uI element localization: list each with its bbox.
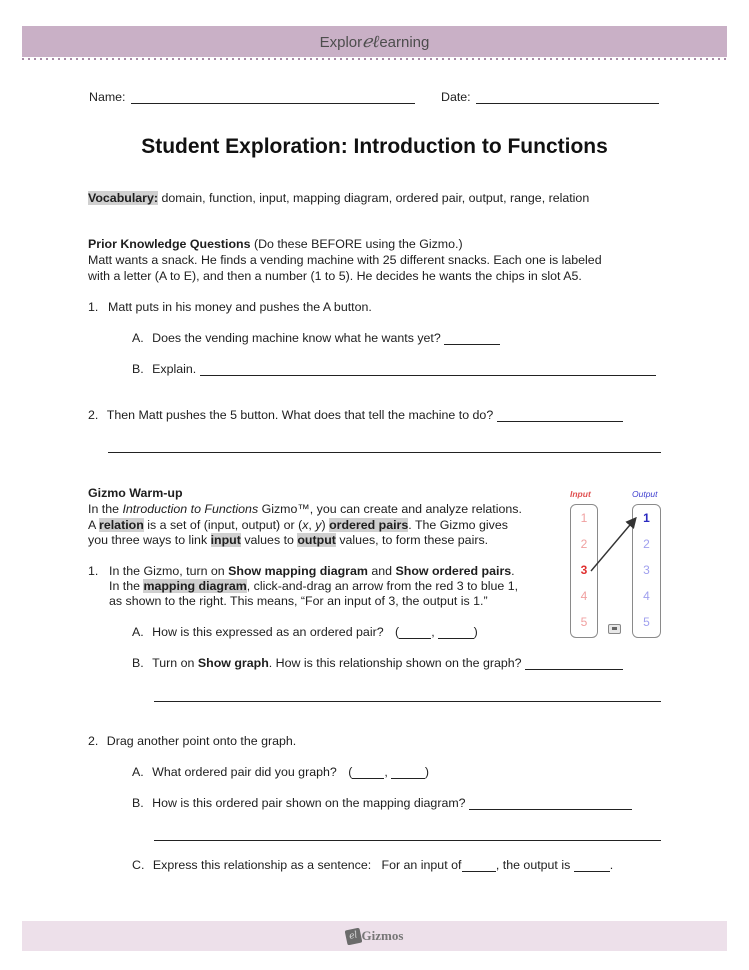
answer-line[interactable]: [108, 440, 661, 453]
term-output: output: [297, 533, 336, 547]
paren-close: ): [473, 625, 478, 639]
text: values to: [240, 533, 298, 547]
question-1: [88, 300, 372, 314]
sub-text: Explain.: [152, 362, 197, 376]
text: , click-and-drag an arrow from the red 3 to blue 1,: [246, 579, 519, 593]
text: ,: [308, 518, 316, 532]
answer-line[interactable]: [200, 363, 656, 376]
date-answer-line[interactable]: [476, 91, 659, 104]
period: .: [609, 858, 614, 872]
camera-icon[interactable]: [608, 624, 621, 634]
page-title-wrap: [0, 135, 749, 159]
x-answer-blank[interactable]: [352, 766, 384, 779]
text: .: [511, 564, 515, 578]
sub-text: What ordered pair did you graph?: [152, 765, 337, 779]
heading-note: (Do these BEFORE using the Gizmo.): [253, 237, 463, 251]
text: values, to form these pairs.: [335, 533, 489, 547]
text: Gizmo™, you can create and analyze relations.: [258, 502, 522, 516]
control-show-graph: Show graph: [197, 656, 269, 670]
sub-text: How is this expressed as an ordered pair?: [152, 625, 384, 639]
vocabulary-terms: domain, function, input, mapping diagram, ordered pair, output, range, relation: [161, 191, 590, 205]
name-answer-line[interactable]: [131, 91, 415, 104]
gizmos-wordmark: Gizmos: [361, 928, 404, 943]
warmup-paragraph-line-1: [88, 502, 522, 516]
term-relation: relation: [99, 518, 144, 532]
input-answer-blank[interactable]: [462, 859, 496, 872]
sub-label: B.: [132, 362, 144, 376]
text: In the: [109, 579, 144, 593]
warmup-heading: Gizmo Warm-up: [88, 486, 183, 500]
y-answer-blank[interactable]: [391, 766, 425, 779]
header-dotted-rule: [22, 58, 727, 60]
gizmos-logo: [0, 921, 749, 951]
answer-line[interactable]: [497, 409, 623, 422]
input-value[interactable]: 1: [580, 511, 588, 525]
term-ordered-pairs: ordered pairs: [329, 518, 409, 532]
control-show-mapping-diagram: Show mapping diagram: [228, 564, 368, 578]
output-value[interactable]: 3: [643, 563, 650, 577]
vocabulary: [88, 191, 589, 205]
input-column-label: Input: [570, 489, 591, 499]
output-column-label: Output: [632, 489, 658, 499]
warmup-q1-line-3: as shown to the right. This means, “For an input of 3, the output is 1.”: [109, 594, 488, 608]
input-value[interactable]: 4: [580, 589, 588, 603]
text: , the output is: [495, 858, 571, 872]
question-number: 1.: [88, 564, 99, 578]
x-answer-blank[interactable]: [399, 626, 431, 639]
sub-label: A.: [132, 625, 144, 639]
logo-text-prefix: Explor: [319, 34, 363, 51]
input-value[interactable]: 5: [580, 615, 588, 629]
sub-text: Does the vending machine know what he wants yet?: [152, 331, 441, 345]
prior-knowledge-heading: [88, 237, 463, 251]
answer-line[interactable]: [469, 797, 632, 810]
question-1b: [132, 362, 656, 376]
text: and: [367, 564, 396, 578]
intro-line-1: Matt wants a snack. He finds a vending machine with 25 different snacks. Each one is labeled: [88, 253, 602, 267]
comma: ,: [431, 625, 435, 639]
section-heading: Prior Knowledge Questions: [88, 237, 251, 251]
warmup-question-1: [88, 564, 98, 578]
term-input: input: [210, 533, 241, 547]
warmup-question-1b: [132, 656, 623, 670]
gizmo-name: Introduction to Functions: [122, 502, 259, 516]
paren-open: (: [395, 625, 400, 639]
y-answer-blank[interactable]: [438, 626, 474, 639]
question-number: 1.: [88, 300, 99, 314]
text: In the Gizmo, turn on: [109, 564, 229, 578]
control-show-ordered-pairs: Show ordered pairs: [395, 564, 512, 578]
question-text: Drag another point onto the graph.: [106, 734, 297, 748]
warmup-paragraph-line-2: [88, 518, 508, 532]
text: ): [321, 518, 330, 532]
warmup-question-1a: [132, 625, 478, 639]
question-2: [88, 408, 623, 422]
question-1a: [132, 331, 500, 345]
warmup-q1-line-1: [109, 564, 515, 578]
warmup-question-2c: [132, 858, 613, 872]
term-mapping-diagram: mapping diagram: [143, 579, 247, 593]
question-number: 2.: [88, 408, 99, 422]
text: A: [88, 518, 100, 532]
date-field: [441, 90, 659, 104]
name-field: [89, 90, 415, 104]
page-title: Student Exploration: Introduction to Functions: [141, 135, 608, 158]
input-value-selected[interactable]: 3: [580, 563, 588, 577]
output-value[interactable]: 5: [643, 615, 650, 629]
output-value[interactable]: 2: [643, 537, 650, 551]
output-value-selected[interactable]: 1: [643, 511, 650, 525]
comma: ,: [384, 765, 388, 779]
mapping-arrow[interactable]: [562, 484, 682, 644]
warmup-q1-line-2: [109, 579, 518, 593]
question-text: Matt puts in his money and pushes the A button.: [108, 300, 372, 314]
var-x: x: [302, 518, 309, 532]
text: . The Gizmo gives: [408, 518, 508, 532]
sub-text: Express this relationship as a sentence: For an input of: [152, 858, 462, 872]
sub-text: How is this ordered pair shown on the mapping diagram?: [152, 796, 466, 810]
warmup-question-2a: [132, 765, 429, 779]
text: Turn on: [152, 656, 198, 670]
sub-label: A.: [132, 331, 144, 345]
answer-line[interactable]: [444, 332, 500, 345]
paren-close: ): [424, 765, 429, 779]
sub-label: B.: [132, 656, 144, 670]
mapping-diagram-figure: [562, 484, 682, 644]
text: is a set of (input, output) or (: [143, 518, 303, 532]
var-y: y: [315, 518, 322, 532]
logo-text-suffix: earning: [379, 34, 430, 51]
input-value[interactable]: 2: [580, 537, 588, 551]
output-value[interactable]: 4: [643, 589, 650, 603]
name-label: Name:: [89, 90, 126, 104]
intro-line-2: with a letter (A to E), and then a number (1 to 5). He decides he wants the chips in slot A5.: [88, 269, 582, 283]
vocabulary-label: Vocabulary:: [88, 191, 159, 205]
sub-label: C.: [132, 858, 145, 872]
text: In the: [88, 502, 123, 516]
paren-open: (: [348, 765, 353, 779]
text: . How is this relationship shown on the graph?: [268, 656, 522, 670]
sub-label: A.: [132, 765, 144, 779]
gizmos-badge-icon: el: [344, 927, 362, 945]
warmup-question-2: [88, 734, 296, 748]
output-answer-blank[interactable]: [574, 859, 610, 872]
warmup-paragraph-line-3: [88, 533, 488, 547]
answer-line[interactable]: [154, 689, 661, 702]
text: you three ways to link: [88, 533, 211, 547]
warmup-question-2b: [132, 796, 632, 810]
question-text: Then Matt pushes the 5 button. What does that tell the machine to do?: [106, 408, 494, 422]
sub-label: B.: [132, 796, 144, 810]
logo-script: ℯℓ: [362, 32, 380, 52]
answer-line[interactable]: [525, 657, 623, 670]
explorelearning-logo: [0, 26, 749, 57]
answer-line[interactable]: [154, 828, 661, 841]
question-number: 2.: [88, 734, 99, 748]
date-label: Date:: [441, 90, 471, 104]
